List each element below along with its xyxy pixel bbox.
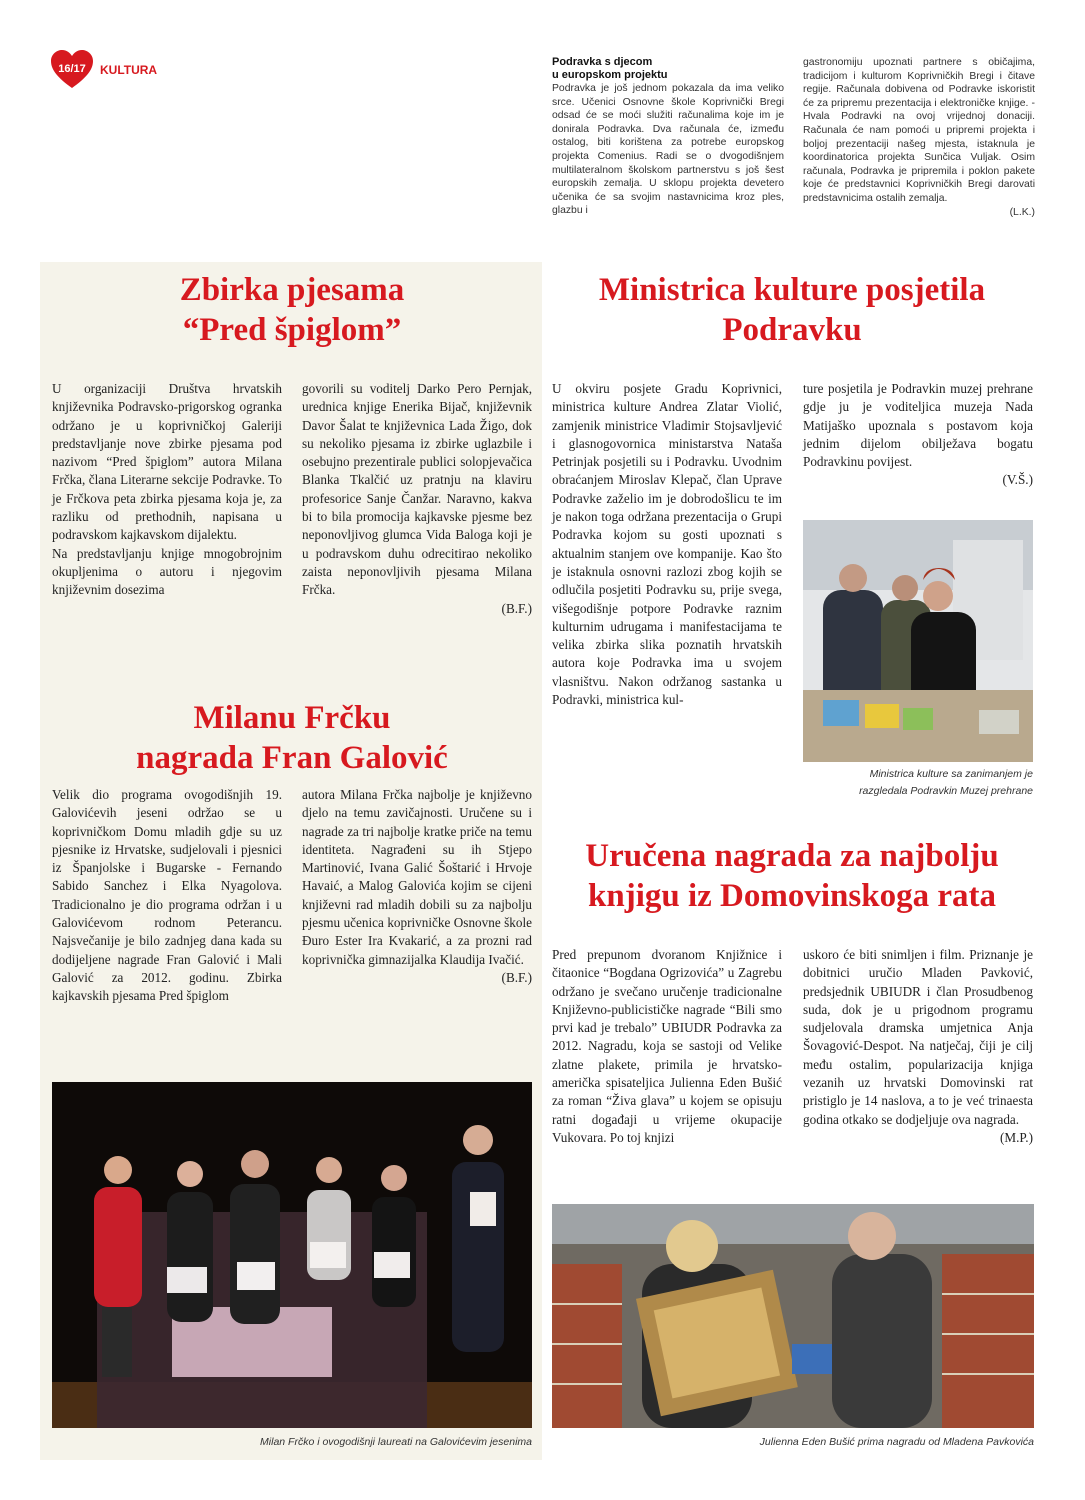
article2-column-2 [302, 786, 532, 987]
article1-column-1 [52, 380, 282, 600]
brief-column-2 [803, 56, 1035, 219]
award-photo [552, 1204, 1034, 1428]
article3-headline [552, 270, 1032, 350]
article2-headline [52, 698, 532, 778]
article3-photo-caption [803, 766, 1033, 800]
article3-caption-line2: razgledala Podravkin Muzej prehrane [859, 785, 1033, 797]
article4-paragraph-2: uskoro će biti snimljen i film. Priznanje je dobitnici uručio Mladen Pavković, predsjednik UBIUDR i član Prosudbenog suda, dok je u prigodnom programu sudjelovala dramska umjetnica Anja Šovagović-Despot. Na natječaj, čiji je cilj među ostalim, popularizacija knjiga vezanih uz hrvatski Domovinski rat pristiglo je 14 naslova, a to je već trinaesta godina otkako se dodjeljuje ova nagrada. [803, 947, 1033, 1127]
article2-paragraph-1: Velik dio programa ovogodišnjih 19. Galovićevih jeseni održao se u koprivničkom Domu mladih gdje su uz pjesnike iz Hrvatske, sudjelovali i pjesnici iz Španjolske i Bugarske - Fernando Sabido Sanchez i Elka Nyagolova. Tradicionalno je dio programa održan i u Galovićevom rodnom Peterancu. Najsvečanije je bilo zadnjeg dana kada su dodijeljene nagrade Fran Galović i Mali Galović za 2012. godinu. Zbirka kajkavskih pjesama Pred špiglom [52, 787, 282, 1004]
article4-headline [552, 836, 1032, 916]
article4-column-1 [552, 946, 782, 1147]
article3-caption-line1: Ministrica kulture sa zanimanjem je [869, 768, 1033, 780]
article3-paragraph-2: ture posjetila je Podravkin muzej prehrane gdje ju je voditeljica muzeja Nada Matijaško upoznala s postavom koja jednim dijelom obilježava bogatu Podravkinu povijest. [803, 381, 1033, 470]
article4-column-2 [803, 946, 1033, 1147]
section-label: KULTURA [100, 63, 158, 77]
article1-paragraph-2: Na predstavljanju knjige mnogobrojnim okupljenima o autoru i njegovim književnim dosezima [52, 545, 282, 598]
article2-title-line2: nagrada Fran Galović [136, 740, 448, 776]
article3-title-line2: Podravku [722, 312, 862, 348]
article1-paragraph-1: U organizaciji Društva hrvatskih književnika Podravsko-prigorskog ogranka održano je u koprivničkoj Galeriji predstavljanje nove zbirke pjesama pod nazivom “Pred špiglom” autora Milana Frčka, člana Literarne sekcije Podravke. To je Frčkova peta zbirka pjesama koja je, za razliku od prethodnih, napisana u podravskom kajkavskom dijalektu. [52, 381, 282, 543]
brief-title-line2: u europskom projektu [552, 69, 668, 81]
article1-headline [52, 270, 532, 350]
page-number: 16/17 [58, 63, 86, 75]
article2-paragraph-2: autora Milana Frčka najbolje je književno djelo na temu zavičajnosti. Uručene su i nagrade za tri najbolje kratke priče na temu identiteta. Nagrađeni su ih Stjepo Martinović, Ivana Galić Šoštarić i Hrvoje Havaić, a Malog Galovića kojim se cijeni književni rad mladih dobili su za najbolju pjesmu učenica koprivničke Osnovne škole Đuro Ester Ira Kvakarić, a za prozni rad koprivnička gimnazijalka Klaudija Ivačić. [302, 787, 532, 967]
brief-column-1 [552, 56, 784, 218]
article2-photo-caption: Milan Frčko i ovogodišnji laureati na Galovićevim jesenima [260, 1436, 532, 1448]
brief-text-1: Podravka je još jednom pokazala da ima veliko srce. Učenici Osnovne škole Koprivnički Bregi odsad će se moći služiti računalima koje im je donirala Podravka. Dva računala će, između ostalog, biti korištena za potrebe europskog projekta Comenius. Radi se o dvogodišnjem multilateralnom školskom partnerstvu s još šest europskih zemalja. U sklopu projekta devetero učenika će sa svojim nastavnicima kroz ples, glazbu i [552, 83, 784, 217]
article3-paragraph-1: U okviru posjete Gradu Koprivnici, ministrica kulture Andrea Zlatar Violić, zamjenik ministrice Vladimir Stojsavljević i glasnogovornica ministarstva Nataša Petrinjak posjetili su i Podravku. Uvodnim obraćanjem Miroslav Klepač, član Uprave Podravke zaželio im je dobrodošlicu te im je nakon toga održana prezentacija o Grupi Podravka kojom su gosti upoznati s aktualnim stanjem ove kompanije. Kao što je istaknula osnovni razlozi zbog kojih se odlučila posjetiti Podravku su, prije svega, višegodišnje potpore Podravke raznim kulturnim udrugama i manifestacijama te velika zbirka slika poznatih hrvatskih autora koje Podravka ima u svojem vlasništvu. Nakon održanog sastanka u Podravki, ministrica kul- [552, 381, 782, 708]
article2-title-line1: Milanu Frčku [193, 700, 391, 736]
article2-column-1 [52, 786, 282, 1006]
article4-title-line2: knjigu iz Domovinskoga rata [588, 878, 996, 914]
article3-title-line1: Ministrica kulture posjetila [598, 272, 986, 308]
article1-title-line2: “Pred špiglom” [182, 312, 402, 348]
article1-column-2 [302, 380, 532, 618]
article3-column-1 [552, 380, 782, 709]
article1-paragraph-3: govorili su voditelj Darko Pero Pernjak, urednica knjige Enerika Bijač, književnik Davor Šalat te književnica Lada Žigo, dok su nekoliko pjesama iz zbirke uglazbile i osebujno prezentirale publici solopjevačica Blanka Tkalčić uz pratnju na klaviru profesorice Sanje Čanžar. Naravno, kakva bi to bila promocija kajkavske pjesme bez neponovljivog glumca Vida Baloga koji je u podravskom duhu odrecitirao nekoliko zaista neponovljivih pjesama Milana Frčka. [302, 381, 532, 598]
museum-photo [803, 520, 1033, 762]
article3-column-2 [803, 380, 1033, 490]
article1-title-line1: Zbirka pjesama [179, 272, 405, 308]
article4-photo-caption: Julienna Eden Bušić prima nagradu od Mladena Pavkovića [759, 1436, 1034, 1448]
article3-signature: (V.Š.) [1002, 472, 1033, 488]
brief-signature: (L.K.) [1009, 206, 1035, 218]
article4-title-line1: Uručena nagrada za najbolju [585, 838, 999, 874]
article1-signature: (B.F.) [501, 600, 532, 616]
article4-signature: (M.P.) [1000, 1129, 1033, 1145]
article2-signature: (B.F.) [501, 969, 532, 985]
brief-text-2: gastronomiju upoznati partnere s običajima, tradicijom i kulturom Koprivničkih Bregi i čitave regije. Računala dobivena od Podravke iskoristit će za pripremu prezentacija i elektroničke knjige. - Hvala Podravki na ovoj vrijednoj donaciji. Računala će nam pomoći u pripremi projekta i boljoj prezentaciji našeg mjesta, istaknula je koordinatorica projekta Sunčica Vuljak. Osim računala, Podravka je pripremila i poklon pakete koje će predstavnici Koprivničkih Bregi darovati predstavnicima ostalih zemalja. [803, 57, 1035, 204]
brief-title-line1: Podravka s djecom [552, 56, 653, 68]
laureates-photo [52, 1082, 532, 1428]
article4-paragraph-1: Pred prepunom dvoranom Knjižnice i čitaonice “Bogdana Ogrizovića” u Zagrebu održano je svečano uručenje tradicionalne Književno-publicističke nagrade “Bili smo prvi kad je trebalo” UBIUDR Podravka za 2012. Nagradu, koja se sastoji od Velike zlatne plakete, primila je hrvatsko-američka spisateljica Julienna Eden Bušić za roman “Živa glava” u kojem se opisuju ratni događaji u vrijeme okupacije Vukovara. Po toj knjizi [552, 947, 782, 1145]
